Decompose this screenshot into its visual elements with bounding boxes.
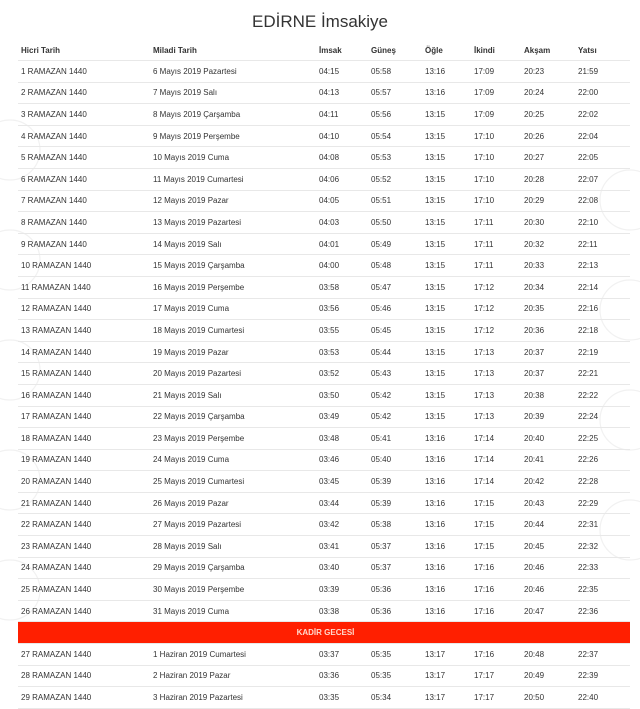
cell-yatsi: 22:11 [575, 233, 630, 255]
cell-ogle: 13:17 [422, 687, 471, 709]
cell-hicri-tarih: 1 RAMAZAN 1440 [18, 61, 150, 83]
cell-miladi-tarih: 20 Mayıs 2019 Pazartesi [150, 363, 316, 385]
cell-yatsi: 22:19 [575, 341, 630, 363]
cell-aksam: 20:26 [521, 125, 575, 147]
cell-imsak: 03:52 [316, 363, 368, 385]
cell-gunes: 05:56 [368, 104, 422, 126]
cell-ikindi: 17:15 [471, 536, 521, 558]
cell-ikindi: 17:11 [471, 255, 521, 277]
cell-ogle: 13:15 [422, 104, 471, 126]
cell-hicri-tarih: 24 RAMAZAN 1440 [18, 557, 150, 579]
cell-imsak: 03:36 [316, 665, 368, 687]
cell-hicri-tarih: 15 RAMAZAN 1440 [18, 363, 150, 385]
cell-gunes: 05:39 [368, 471, 422, 493]
column-header-miladi-tarih: Miladi Tarih [150, 40, 316, 61]
cell-miladi-tarih: 2 Haziran 2019 Pazar [150, 665, 316, 687]
cell-ikindi: 17:13 [471, 341, 521, 363]
cell-ikindi: 17:17 [471, 687, 521, 709]
cell-hicri-tarih: 16 RAMAZAN 1440 [18, 384, 150, 406]
kadir-gecesi-label: KADİR GECESİ [18, 622, 630, 644]
cell-yatsi: 22:39 [575, 665, 630, 687]
cell-gunes: 05:49 [368, 233, 422, 255]
column-header-aksam: Akşam [521, 40, 575, 61]
cell-imsak: 04:05 [316, 190, 368, 212]
column-header-yatsi: Yatsı [575, 40, 630, 61]
cell-yatsi: 22:24 [575, 406, 630, 428]
cell-ikindi: 17:17 [471, 665, 521, 687]
cell-ikindi: 17:15 [471, 514, 521, 536]
cell-aksam: 20:39 [521, 406, 575, 428]
cell-gunes: 05:51 [368, 190, 422, 212]
cell-miladi-tarih: 8 Mayıs 2019 Çarşamba [150, 104, 316, 126]
cell-yatsi: 21:59 [575, 61, 630, 83]
cell-ogle: 13:15 [422, 384, 471, 406]
cell-hicri-tarih: 4 RAMAZAN 1440 [18, 125, 150, 147]
cell-hicri-tarih: 13 RAMAZAN 1440 [18, 320, 150, 342]
cell-ogle: 13:15 [422, 363, 471, 385]
cell-ogle: 13:15 [422, 406, 471, 428]
cell-imsak: 03:46 [316, 449, 368, 471]
cell-miladi-tarih: 28 Mayıs 2019 Salı [150, 536, 316, 558]
cell-imsak: 04:10 [316, 125, 368, 147]
cell-aksam: 20:34 [521, 276, 575, 298]
cell-imsak: 04:11 [316, 104, 368, 126]
cell-hicri-tarih: 3 RAMAZAN 1440 [18, 104, 150, 126]
cell-gunes: 05:42 [368, 384, 422, 406]
cell-ikindi: 17:14 [471, 449, 521, 471]
cell-hicri-tarih: 9 RAMAZAN 1440 [18, 233, 150, 255]
cell-yatsi: 22:33 [575, 557, 630, 579]
cell-ikindi: 17:16 [471, 579, 521, 601]
cell-ikindi: 17:10 [471, 190, 521, 212]
cell-aksam: 20:48 [521, 644, 575, 666]
cell-imsak: 03:49 [316, 406, 368, 428]
cell-miladi-tarih: 27 Mayıs 2019 Pazartesi [150, 514, 316, 536]
cell-ikindi: 17:16 [471, 557, 521, 579]
cell-miladi-tarih: 16 Mayıs 2019 Perşembe [150, 276, 316, 298]
cell-aksam: 20:38 [521, 384, 575, 406]
cell-ogle: 13:15 [422, 190, 471, 212]
cell-imsak: 03:56 [316, 298, 368, 320]
cell-ikindi: 17:10 [471, 168, 521, 190]
cell-hicri-tarih: 14 RAMAZAN 1440 [18, 341, 150, 363]
cell-gunes: 05:58 [368, 61, 422, 83]
table-row [18, 276, 630, 298]
cell-ogle: 13:15 [422, 212, 471, 234]
cell-gunes: 05:52 [368, 168, 422, 190]
cell-gunes: 05:44 [368, 341, 422, 363]
cell-ikindi: 17:12 [471, 320, 521, 342]
cell-imsak: 04:13 [316, 82, 368, 104]
cell-ogle: 13:15 [422, 255, 471, 277]
cell-gunes: 05:34 [368, 687, 422, 709]
cell-miladi-tarih: 19 Mayıs 2019 Pazar [150, 341, 316, 363]
cell-ogle: 13:16 [422, 579, 471, 601]
cell-miladi-tarih: 29 Mayıs 2019 Çarşamba [150, 557, 316, 579]
cell-gunes: 05:48 [368, 255, 422, 277]
cell-imsak: 03:50 [316, 384, 368, 406]
cell-gunes: 05:46 [368, 298, 422, 320]
column-header-ikindi: İkindi [471, 40, 521, 61]
page-title: EDİRNE İmsakiye [251, 12, 389, 31]
cell-ogle: 13:15 [422, 320, 471, 342]
cell-gunes: 05:38 [368, 514, 422, 536]
table-row [18, 492, 630, 514]
cell-imsak: 03:58 [316, 276, 368, 298]
cell-miladi-tarih: 31 Mayıs 2019 Cuma [150, 600, 316, 622]
cell-hicri-tarih: 6 RAMAZAN 1440 [18, 168, 150, 190]
cell-miladi-tarih: 30 Mayıs 2019 Perşembe [150, 579, 316, 601]
table-header-row [18, 40, 630, 61]
cell-yatsi: 22:00 [575, 82, 630, 104]
cell-ogle: 13:16 [422, 557, 471, 579]
cell-ogle: 13:17 [422, 644, 471, 666]
column-header-gunes: Güneş [368, 40, 422, 61]
cell-imsak: 03:37 [316, 644, 368, 666]
cell-miladi-tarih: 13 Mayıs 2019 Pazartesi [150, 212, 316, 234]
cell-aksam: 20:27 [521, 147, 575, 169]
cell-miladi-tarih: 9 Mayıs 2019 Perşembe [150, 125, 316, 147]
table-row [18, 255, 630, 277]
cell-gunes: 05:45 [368, 320, 422, 342]
cell-aksam: 20:50 [521, 687, 575, 709]
cell-aksam: 20:37 [521, 363, 575, 385]
cell-miladi-tarih: 15 Mayıs 2019 Çarşamba [150, 255, 316, 277]
table-row [18, 341, 630, 363]
cell-ogle: 13:16 [422, 514, 471, 536]
cell-imsak: 04:06 [316, 168, 368, 190]
cell-gunes: 05:39 [368, 492, 422, 514]
cell-hicri-tarih: 22 RAMAZAN 1440 [18, 514, 150, 536]
cell-ikindi: 17:14 [471, 428, 521, 450]
cell-ogle: 13:15 [422, 125, 471, 147]
kadir-gecesi-row [18, 622, 630, 644]
cell-ogle: 13:16 [422, 600, 471, 622]
cell-ikindi: 17:09 [471, 61, 521, 83]
cell-hicri-tarih: 17 RAMAZAN 1440 [18, 406, 150, 428]
cell-imsak: 03:53 [316, 341, 368, 363]
cell-miladi-tarih: 22 Mayıs 2019 Çarşamba [150, 406, 316, 428]
cell-aksam: 20:30 [521, 212, 575, 234]
cell-ikindi: 17:13 [471, 363, 521, 385]
cell-yatsi: 22:28 [575, 471, 630, 493]
cell-imsak: 03:42 [316, 514, 368, 536]
table-row [18, 428, 630, 450]
cell-aksam: 20:36 [521, 320, 575, 342]
cell-ogle: 13:15 [422, 147, 471, 169]
cell-hicri-tarih: 11 RAMAZAN 1440 [18, 276, 150, 298]
table-row [18, 190, 630, 212]
cell-imsak: 04:01 [316, 233, 368, 255]
cell-miladi-tarih: 24 Mayıs 2019 Cuma [150, 449, 316, 471]
table-row [18, 449, 630, 471]
cell-ogle: 13:16 [422, 428, 471, 450]
cell-miladi-tarih: 1 Haziran 2019 Cumartesi [150, 644, 316, 666]
imsakiye-table [18, 40, 630, 709]
cell-ogle: 13:16 [422, 449, 471, 471]
cell-aksam: 20:40 [521, 428, 575, 450]
cell-yatsi: 22:22 [575, 384, 630, 406]
cell-yatsi: 22:26 [575, 449, 630, 471]
cell-hicri-tarih: 10 RAMAZAN 1440 [18, 255, 150, 277]
cell-hicri-tarih: 25 RAMAZAN 1440 [18, 579, 150, 601]
cell-ikindi: 17:15 [471, 492, 521, 514]
table-row [18, 298, 630, 320]
table-row [18, 514, 630, 536]
cell-ogle: 13:15 [422, 168, 471, 190]
cell-ogle: 13:15 [422, 341, 471, 363]
cell-miladi-tarih: 7 Mayıs 2019 Salı [150, 82, 316, 104]
cell-yatsi: 22:04 [575, 125, 630, 147]
table-row [18, 168, 630, 190]
cell-yatsi: 22:08 [575, 190, 630, 212]
cell-gunes: 05:37 [368, 557, 422, 579]
cell-aksam: 20:25 [521, 104, 575, 126]
cell-imsak: 04:00 [316, 255, 368, 277]
cell-miladi-tarih: 21 Mayıs 2019 Salı [150, 384, 316, 406]
cell-ogle: 13:17 [422, 665, 471, 687]
table-row [18, 384, 630, 406]
cell-yatsi: 22:40 [575, 687, 630, 709]
cell-gunes: 05:50 [368, 212, 422, 234]
cell-ogle: 13:16 [422, 61, 471, 83]
cell-hicri-tarih: 2 RAMAZAN 1440 [18, 82, 150, 104]
cell-ikindi: 17:13 [471, 406, 521, 428]
table-row [18, 363, 630, 385]
table-row [18, 600, 630, 622]
cell-aksam: 20:35 [521, 298, 575, 320]
cell-yatsi: 22:10 [575, 212, 630, 234]
cell-hicri-tarih: 23 RAMAZAN 1440 [18, 536, 150, 558]
table-row [18, 104, 630, 126]
cell-yatsi: 22:21 [575, 363, 630, 385]
column-header-imsak: İmsak [316, 40, 368, 61]
cell-gunes: 05:42 [368, 406, 422, 428]
cell-hicri-tarih: 7 RAMAZAN 1440 [18, 190, 150, 212]
cell-yatsi: 22:07 [575, 168, 630, 190]
column-header-hicri-tarih: Hicri Tarih [18, 40, 150, 61]
table-row [18, 320, 630, 342]
cell-miladi-tarih: 3 Haziran 2019 Pazartesi [150, 687, 316, 709]
cell-yatsi: 22:35 [575, 579, 630, 601]
cell-miladi-tarih: 23 Mayıs 2019 Perşembe [150, 428, 316, 450]
imsakiye-table-container [18, 40, 630, 709]
table-row [18, 536, 630, 558]
cell-aksam: 20:42 [521, 471, 575, 493]
cell-aksam: 20:43 [521, 492, 575, 514]
cell-gunes: 05:43 [368, 363, 422, 385]
cell-miladi-tarih: 6 Mayıs 2019 Pazartesi [150, 61, 316, 83]
cell-miladi-tarih: 12 Mayıs 2019 Pazar [150, 190, 316, 212]
cell-gunes: 05:54 [368, 125, 422, 147]
cell-imsak: 03:40 [316, 557, 368, 579]
cell-ogle: 13:16 [422, 82, 471, 104]
cell-ikindi: 17:11 [471, 212, 521, 234]
cell-hicri-tarih: 12 RAMAZAN 1440 [18, 298, 150, 320]
cell-imsak: 04:03 [316, 212, 368, 234]
cell-yatsi: 22:31 [575, 514, 630, 536]
cell-gunes: 05:41 [368, 428, 422, 450]
cell-aksam: 20:28 [521, 168, 575, 190]
cell-aksam: 20:24 [521, 82, 575, 104]
table-row [18, 665, 630, 687]
cell-yatsi: 22:14 [575, 276, 630, 298]
cell-miladi-tarih: 10 Mayıs 2019 Cuma [150, 147, 316, 169]
cell-hicri-tarih: 29 RAMAZAN 1440 [18, 687, 150, 709]
cell-ogle: 13:15 [422, 233, 471, 255]
cell-ikindi: 17:09 [471, 82, 521, 104]
cell-hicri-tarih: 27 RAMAZAN 1440 [18, 644, 150, 666]
cell-imsak: 04:15 [316, 61, 368, 83]
cell-aksam: 20:33 [521, 255, 575, 277]
cell-imsak: 04:08 [316, 147, 368, 169]
cell-aksam: 20:44 [521, 514, 575, 536]
cell-ikindi: 17:14 [471, 471, 521, 493]
table-row [18, 557, 630, 579]
table-row [18, 644, 630, 666]
cell-gunes: 05:40 [368, 449, 422, 471]
cell-yatsi: 22:37 [575, 644, 630, 666]
cell-ikindi: 17:16 [471, 644, 521, 666]
table-row [18, 125, 630, 147]
cell-yatsi: 22:13 [575, 255, 630, 277]
cell-imsak: 03:44 [316, 492, 368, 514]
cell-gunes: 05:37 [368, 536, 422, 558]
table-row [18, 471, 630, 493]
cell-hicri-tarih: 18 RAMAZAN 1440 [18, 428, 150, 450]
cell-ikindi: 17:13 [471, 384, 521, 406]
cell-ikindi: 17:10 [471, 147, 521, 169]
cell-gunes: 05:57 [368, 82, 422, 104]
cell-yatsi: 22:05 [575, 147, 630, 169]
cell-yatsi: 22:16 [575, 298, 630, 320]
cell-yatsi: 22:32 [575, 536, 630, 558]
cell-gunes: 05:35 [368, 665, 422, 687]
cell-miladi-tarih: 18 Mayıs 2019 Cumartesi [150, 320, 316, 342]
cell-imsak: 03:41 [316, 536, 368, 558]
cell-gunes: 05:47 [368, 276, 422, 298]
cell-aksam: 20:37 [521, 341, 575, 363]
cell-ogle: 13:16 [422, 471, 471, 493]
cell-aksam: 20:45 [521, 536, 575, 558]
cell-aksam: 20:23 [521, 61, 575, 83]
cell-hicri-tarih: 21 RAMAZAN 1440 [18, 492, 150, 514]
cell-yatsi: 22:02 [575, 104, 630, 126]
cell-aksam: 20:46 [521, 579, 575, 601]
cell-aksam: 20:41 [521, 449, 575, 471]
table-row [18, 406, 630, 428]
cell-ikindi: 17:16 [471, 600, 521, 622]
cell-hicri-tarih: 8 RAMAZAN 1440 [18, 212, 150, 234]
cell-ikindi: 17:10 [471, 125, 521, 147]
cell-gunes: 05:36 [368, 600, 422, 622]
cell-gunes: 05:36 [368, 579, 422, 601]
cell-aksam: 20:46 [521, 557, 575, 579]
cell-miladi-tarih: 17 Mayıs 2019 Cuma [150, 298, 316, 320]
cell-yatsi: 22:36 [575, 600, 630, 622]
table-row [18, 579, 630, 601]
cell-hicri-tarih: 28 RAMAZAN 1440 [18, 665, 150, 687]
cell-ogle: 13:15 [422, 276, 471, 298]
cell-imsak: 03:45 [316, 471, 368, 493]
table-row [18, 147, 630, 169]
cell-miladi-tarih: 14 Mayıs 2019 Salı [150, 233, 316, 255]
cell-yatsi: 22:25 [575, 428, 630, 450]
cell-hicri-tarih: 26 RAMAZAN 1440 [18, 600, 150, 622]
cell-imsak: 03:39 [316, 579, 368, 601]
cell-ikindi: 17:11 [471, 233, 521, 255]
table-row [18, 61, 630, 83]
cell-hicri-tarih: 20 RAMAZAN 1440 [18, 471, 150, 493]
cell-yatsi: 22:18 [575, 320, 630, 342]
cell-yatsi: 22:29 [575, 492, 630, 514]
table-row [18, 212, 630, 234]
cell-gunes: 05:53 [368, 147, 422, 169]
cell-aksam: 20:29 [521, 190, 575, 212]
cell-ikindi: 17:12 [471, 276, 521, 298]
cell-aksam: 20:49 [521, 665, 575, 687]
cell-hicri-tarih: 5 RAMAZAN 1440 [18, 147, 150, 169]
cell-ogle: 13:16 [422, 492, 471, 514]
cell-miladi-tarih: 26 Mayıs 2019 Pazar [150, 492, 316, 514]
cell-imsak: 03:35 [316, 687, 368, 709]
cell-ogle: 13:15 [422, 298, 471, 320]
cell-miladi-tarih: 11 Mayıs 2019 Cumartesi [150, 168, 316, 190]
cell-imsak: 03:48 [316, 428, 368, 450]
cell-gunes: 05:35 [368, 644, 422, 666]
cell-hicri-tarih: 19 RAMAZAN 1440 [18, 449, 150, 471]
cell-ikindi: 17:12 [471, 298, 521, 320]
cell-aksam: 20:32 [521, 233, 575, 255]
column-header-ogle: Öğle [422, 40, 471, 61]
cell-imsak: 03:38 [316, 600, 368, 622]
cell-aksam: 20:47 [521, 600, 575, 622]
table-body [18, 61, 630, 709]
table-row [18, 687, 630, 709]
table-row [18, 82, 630, 104]
cell-ogle: 13:16 [422, 536, 471, 558]
table-row [18, 233, 630, 255]
cell-imsak: 03:55 [316, 320, 368, 342]
cell-miladi-tarih: 25 Mayıs 2019 Cumartesi [150, 471, 316, 493]
cell-ikindi: 17:09 [471, 104, 521, 126]
